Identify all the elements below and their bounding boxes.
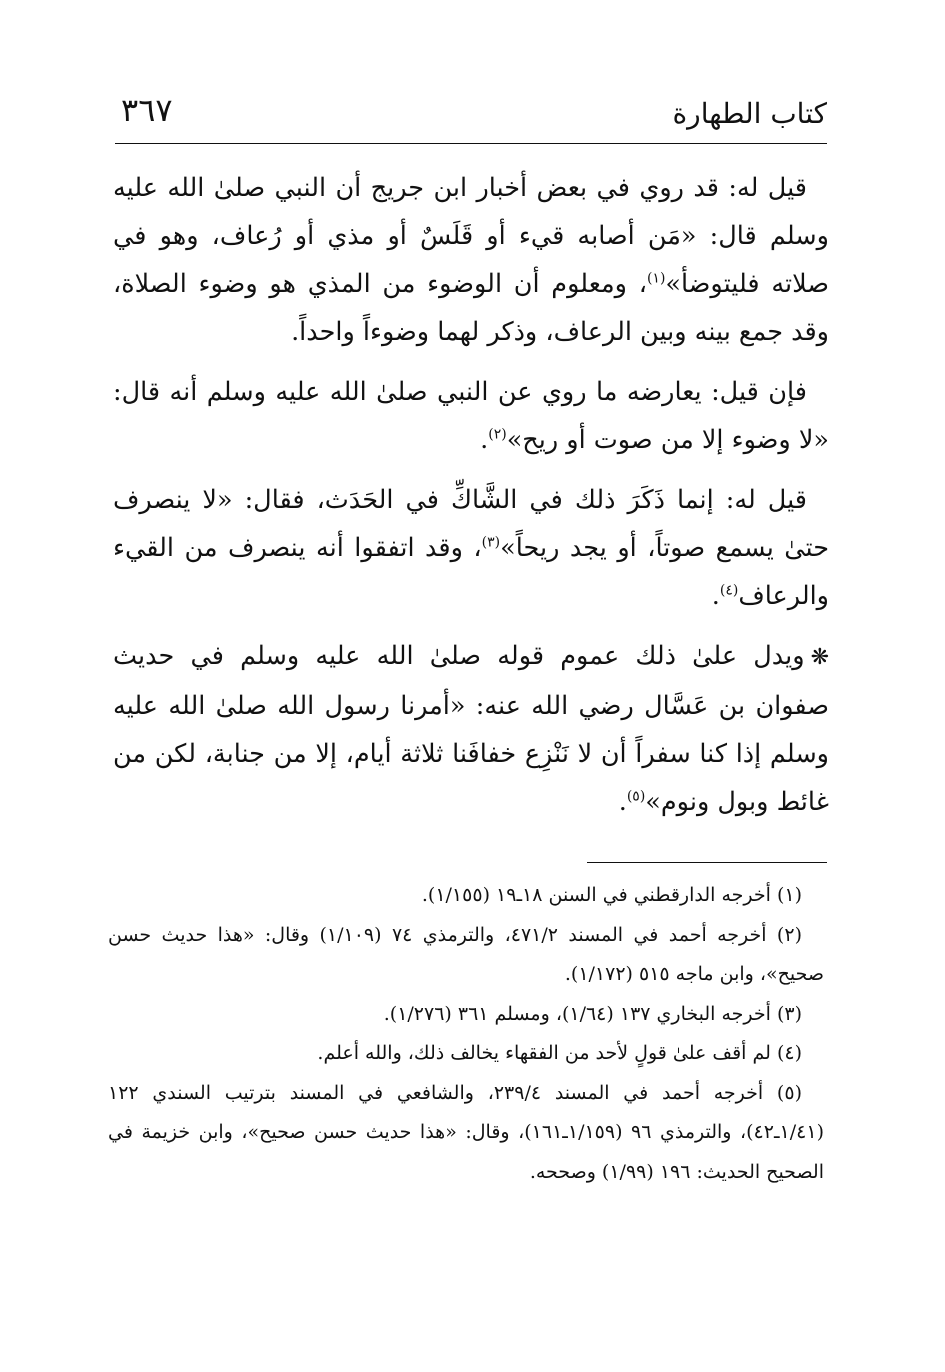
footnote-ref-1[interactable]: (١) (646, 270, 666, 287)
footnote-separator (587, 862, 827, 863)
paragraph-1 (113, 164, 829, 356)
footnote-ref-2[interactable]: (٢) (488, 426, 507, 443)
paragraph-text: فإن قيل: يعارضه ما روي عن النبي صلىٰ الله عليه وسلم أنه قال: «لا وضوء إلا من صوت أو ريح» (113, 377, 829, 455)
footnote-ref-5[interactable]: (٥) (626, 788, 646, 805)
paragraph-text: . (711, 581, 720, 611)
paragraph-text: قيل له: قد روي في بعض أخبار ابن جريج أن النبي صلىٰ الله عليه وسلم قال: «مَن أصابه قيء أو قَلَسٌ أو مذي أو رُعاف، وهو في صلاته فليتوضأ» (113, 173, 829, 299)
footnote-ref-4[interactable]: (٤) (719, 582, 739, 599)
footnote-ref-3[interactable]: (٣) (481, 534, 501, 551)
paragraph-4 (113, 632, 829, 826)
footnote-2: (٢) أخرجه أحمد في المسند ٤٧١/٢، والترمذي ٧٤ (١/١٠٩) وقال: «هذا حديث حسن صحيح»، وابن ماجه ٥١٥ (١/١٧٢). (108, 923, 824, 985)
book-title: كتاب الطهارة (672, 97, 827, 130)
paragraph-2 (113, 368, 829, 464)
paragraph-text: . (480, 425, 489, 455)
footnote-1: (١) أخرجه الدارقطني في السنن ١٨ـ١٩ (١/١٥٥). (421, 884, 802, 906)
paragraph-text: ويدل علىٰ ذلك عموم قوله صلىٰ الله عليه وسلم في حديث صفوان بن عَسَّال رضي الله عنه: «أمرنا رسول الله صلىٰ الله عليه وسلم إذا كنا سفراً أن لا نَنْزِع خفافَنا ثلاثة أيام، إلا من جنابة، لكن من غائط وبول ونوم» (113, 641, 829, 817)
header-rule (115, 143, 827, 144)
main-text (113, 164, 829, 838)
star-marker-icon: ❋ (810, 645, 829, 670)
page-number: ٣٦٧ (121, 91, 173, 129)
paragraph-text: ، وقد اتفقوا أنه ينصرف من القيء والرعاف (113, 533, 829, 611)
paragraph-3 (113, 476, 829, 620)
footnote-5: (٥) أخرجه أحمد في المسند ٢٣٩/٤، والشافعي في المسند بترتيب السندي ١٢٢ (١/٤١ـ٤٢)، والترمذي ٩٦ (١/١٥٩ـ١٦١)، وقال: «هذا حديث حسن صحيح»، وابن خزيمة في الصحيح الحديث: ١٩٦ (١/٩٩) وصححه. (108, 1081, 824, 1183)
footnotes (108, 876, 824, 1192)
paragraph-text: قيل له: إنما ذَكَرَ ذلك في الشَّاكِّ في الحَدَث، فقال: «لا ينصرف حتىٰ يسمع صوتاً، أو يجد ريحاً» (113, 485, 829, 563)
running-header (115, 92, 827, 138)
footnote-4: (٤) لم أقف علىٰ قولٍ لأحد من الفقهاء يخالف ذلك، والله أعلم. (317, 1042, 802, 1064)
footnote-3: (٣) أخرجه البخاري ١٣٧ (١/٦٤)، ومسلم ٣٦١ (١/٢٧٦). (383, 1002, 802, 1025)
paragraph-text: ، ومعلوم أن الوضوء من المذي هو وضوء الصلاة، وقد جمع بينه وبين الرعاف، وذكر لهما وضوءاً واحداً. (113, 269, 829, 347)
paragraph-text: . (618, 787, 627, 817)
